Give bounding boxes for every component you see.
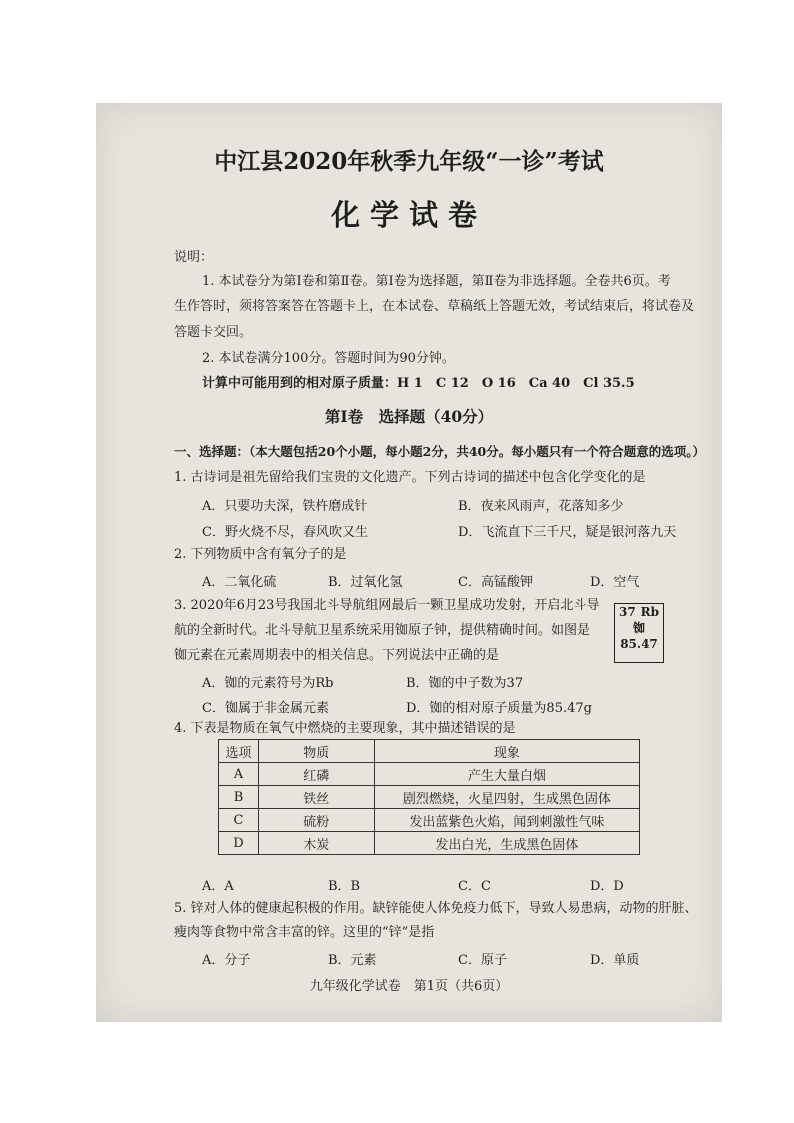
instruction-1b: 生作答时，须将答案答在答题卡上，在本试卷、草稿纸上答题无效，考试结束后，将试卷及: [174, 299, 695, 314]
instruction-2: 2. 本试卷满分100分。答题时间为90分钟。: [202, 351, 455, 366]
q3-option-c: C．铷属于非金属元素: [202, 701, 329, 716]
instruction-1c: 答题卡交回。: [174, 325, 253, 340]
table-row: [219, 832, 640, 855]
q1-option-d: D．飞流直下三千尺，疑是银河落九天: [458, 525, 677, 540]
table-cell: 硫粉: [258, 809, 374, 832]
q3-stem-line2: 航的全新时代。北斗导航卫星系统采用铷原子钟，提供精确时间。如图是: [174, 623, 591, 638]
q2-option-d: D．空气: [590, 575, 640, 590]
part-intro: 一、选择题：（本大题包括20个小题，每小题2分，共40分。每小题只有一个符合题意的选项。）: [174, 444, 705, 459]
q5-stem-line2: 瘦肉等食物中常含丰富的锌。这里的“锌”是指: [174, 925, 435, 940]
table-row: [219, 763, 640, 786]
instruction-1a: 1. 本试卷分为第Ⅰ卷和第Ⅱ卷。第Ⅰ卷为选择题，第Ⅱ卷为非选择题。全卷共6页。考: [202, 274, 671, 289]
exam-subtitle: 化学试卷: [330, 198, 487, 232]
q3-stem-line1: 3. 2020年6月23号我国北斗导航组网最后一颗卫星成功发射，开启北斗导: [174, 598, 600, 613]
q5-option-a: A．分子: [202, 953, 251, 968]
q5-option-c: C．原子: [458, 953, 507, 968]
element-name: 铷: [632, 621, 645, 635]
table-cell: 铁丝: [258, 786, 374, 809]
table-cell: 发出蓝紫色火焰，闻到刺激性气味: [374, 809, 639, 832]
q3-stem-line3: 铷元素在元素周期表中的相关信息。下列说法中正确的是: [174, 648, 500, 663]
section-heading: 第Ⅰ卷 选择题（40分）: [324, 407, 494, 426]
q3-option-d: D．铷的相对原子质量为85.47g: [406, 701, 592, 716]
table-cell: 木炭: [258, 832, 374, 855]
q2-option-c: C．高锰酸钾: [458, 575, 533, 590]
table-cell: 发出白光，生成黑色固体: [374, 832, 639, 855]
q1-option-b: B．夜来风雨声，花落知多少: [458, 499, 624, 514]
table-cell: A: [219, 763, 259, 786]
table-row: [219, 809, 640, 832]
q4-stem: 4. 下表是物质在氧气中燃烧的主要现象，其中描述错误的是: [174, 721, 516, 736]
q5-stem-line1: 5. 锌对人体的健康起积极的作用。缺锌能使人体免疫力低下，导致人易患病，动物的肝脏、: [174, 901, 698, 916]
table-cell: D: [219, 832, 259, 855]
table-row: [219, 786, 640, 809]
table-cell: 产生大量白烟: [374, 763, 639, 786]
combustion-table: [218, 739, 640, 855]
q2-stem: 2. 下列物质中含有氧分子的是: [174, 547, 347, 562]
q2-option-a: A．二氧化硫: [202, 575, 277, 590]
q5-option-b: B．元素: [328, 953, 377, 968]
exam-title: 中江县2020年秋季九年级“一诊”考试: [214, 148, 604, 175]
q1-option-a: A．只要功夫深，铁杵磨成针: [202, 499, 368, 514]
atomic-masses: 计算中可能用到的相对原子质量：H 1 C 12 O 16 Ca 40 Cl 35.5: [202, 376, 635, 391]
instructions-label: 说明：: [174, 250, 214, 265]
table-header-cell: 物质: [258, 740, 374, 763]
q1-option-c: C．野火烧不尽，春风吹又生: [202, 525, 368, 540]
q4-option-d: D．D: [590, 879, 624, 894]
element-number: 37: [619, 605, 636, 619]
q4-option-a: A．A: [202, 879, 234, 894]
exam-paper: [96, 103, 722, 1022]
q1-stem: 1. 古诗词是祖先留给我们宝贵的文化遗产。下列古诗词的描述中包含化学变化的是: [174, 470, 646, 485]
element-card-rubidium: [614, 603, 664, 663]
q5-option-d: D．单质: [590, 953, 640, 968]
table-cell: 剧烈燃烧，火星四射，生成黑色固体: [374, 786, 639, 809]
table-cell: C: [219, 809, 259, 832]
table-header-row: [219, 740, 640, 763]
q2-option-b: B．过氧化氢: [328, 575, 403, 590]
table-cell: B: [219, 786, 259, 809]
table-header-cell: 选项: [219, 740, 259, 763]
q3-option-a: A．铷的元素符号为Rb: [202, 676, 334, 691]
q4-option-c: C．C: [458, 879, 491, 894]
element-mass: 85.47: [620, 637, 658, 651]
q4-option-b: B．B: [328, 879, 361, 894]
page-footer: 九年级化学试卷 第1页（共6页）: [309, 979, 509, 994]
table-header-cell: 现象: [374, 740, 639, 763]
table-cell: 红磷: [258, 763, 374, 786]
element-symbol: Rb: [640, 605, 659, 619]
q3-option-b: B．铷的中子数为37: [406, 676, 524, 691]
